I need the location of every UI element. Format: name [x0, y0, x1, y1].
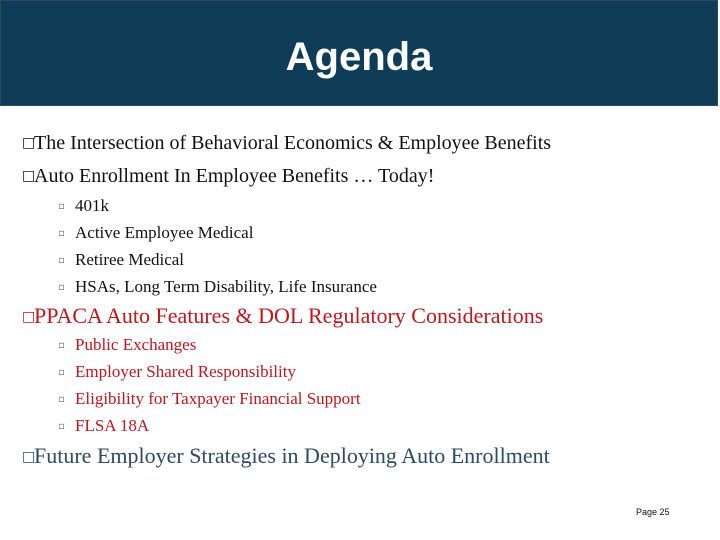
sub-bullet-item: [58, 389, 361, 409]
bullet-text: Future Employer Strategies in Deploying Auto Enrollment: [34, 443, 550, 468]
bullet-square-icon: □: [22, 309, 36, 325]
bullet-item: [22, 132, 551, 155]
sub-bullet-item: [58, 250, 184, 270]
sub-bullet-item: [58, 335, 196, 355]
sub-bullet-text: Public Exchanges: [75, 335, 197, 354]
bullet-square-icon: □: [22, 168, 36, 184]
bullet-item: [22, 165, 434, 188]
sub-bullet-text: Retiree Medical: [75, 250, 185, 269]
sub-bullet-square-icon: ▫: [58, 201, 65, 212]
page-number: Page 25: [636, 507, 670, 517]
sub-bullet-text: FLSA 18A: [75, 416, 150, 435]
sub-bullet-square-icon: ▫: [58, 367, 65, 378]
sub-bullet-item: [58, 362, 296, 382]
sub-bullet-square-icon: ▫: [58, 394, 65, 405]
sub-bullet-text: Employer Shared Responsibility: [75, 362, 296, 381]
bullet-square-icon: □: [22, 449, 36, 465]
sub-bullet-square-icon: ▫: [58, 228, 65, 239]
sub-bullet-text: 401k: [75, 196, 109, 215]
sub-bullet-square-icon: ▫: [58, 421, 65, 432]
sub-bullet-square-icon: ▫: [58, 255, 65, 266]
bullet-item: [22, 303, 543, 329]
sub-bullet-text: HSAs, Long Term Disability, Life Insurance: [75, 277, 377, 296]
bullet-text: PPACA Auto Features & DOL Regulatory Considerations: [34, 303, 544, 328]
bullet-square-icon: □: [22, 135, 36, 151]
sub-bullet-item: [58, 223, 253, 243]
sub-bullet-square-icon: ▫: [58, 282, 65, 293]
sub-bullet-item: [58, 277, 377, 297]
sub-bullet-square-icon: ▫: [58, 340, 65, 351]
bullet-text: Auto Enrollment In Employee Benefits … Today!: [34, 165, 435, 187]
slide-title: Agenda: [285, 35, 433, 79]
sub-bullet-item: [58, 416, 149, 436]
sub-bullet-text: Eligibility for Taxpayer Financial Support: [75, 389, 361, 408]
bullet-text: The Intersection of Behavioral Economics & Employee Benefits: [34, 132, 552, 154]
sub-bullet-item: [58, 196, 109, 216]
sub-bullet-text: Active Employee Medical: [75, 223, 254, 242]
bullet-item: [22, 443, 550, 469]
